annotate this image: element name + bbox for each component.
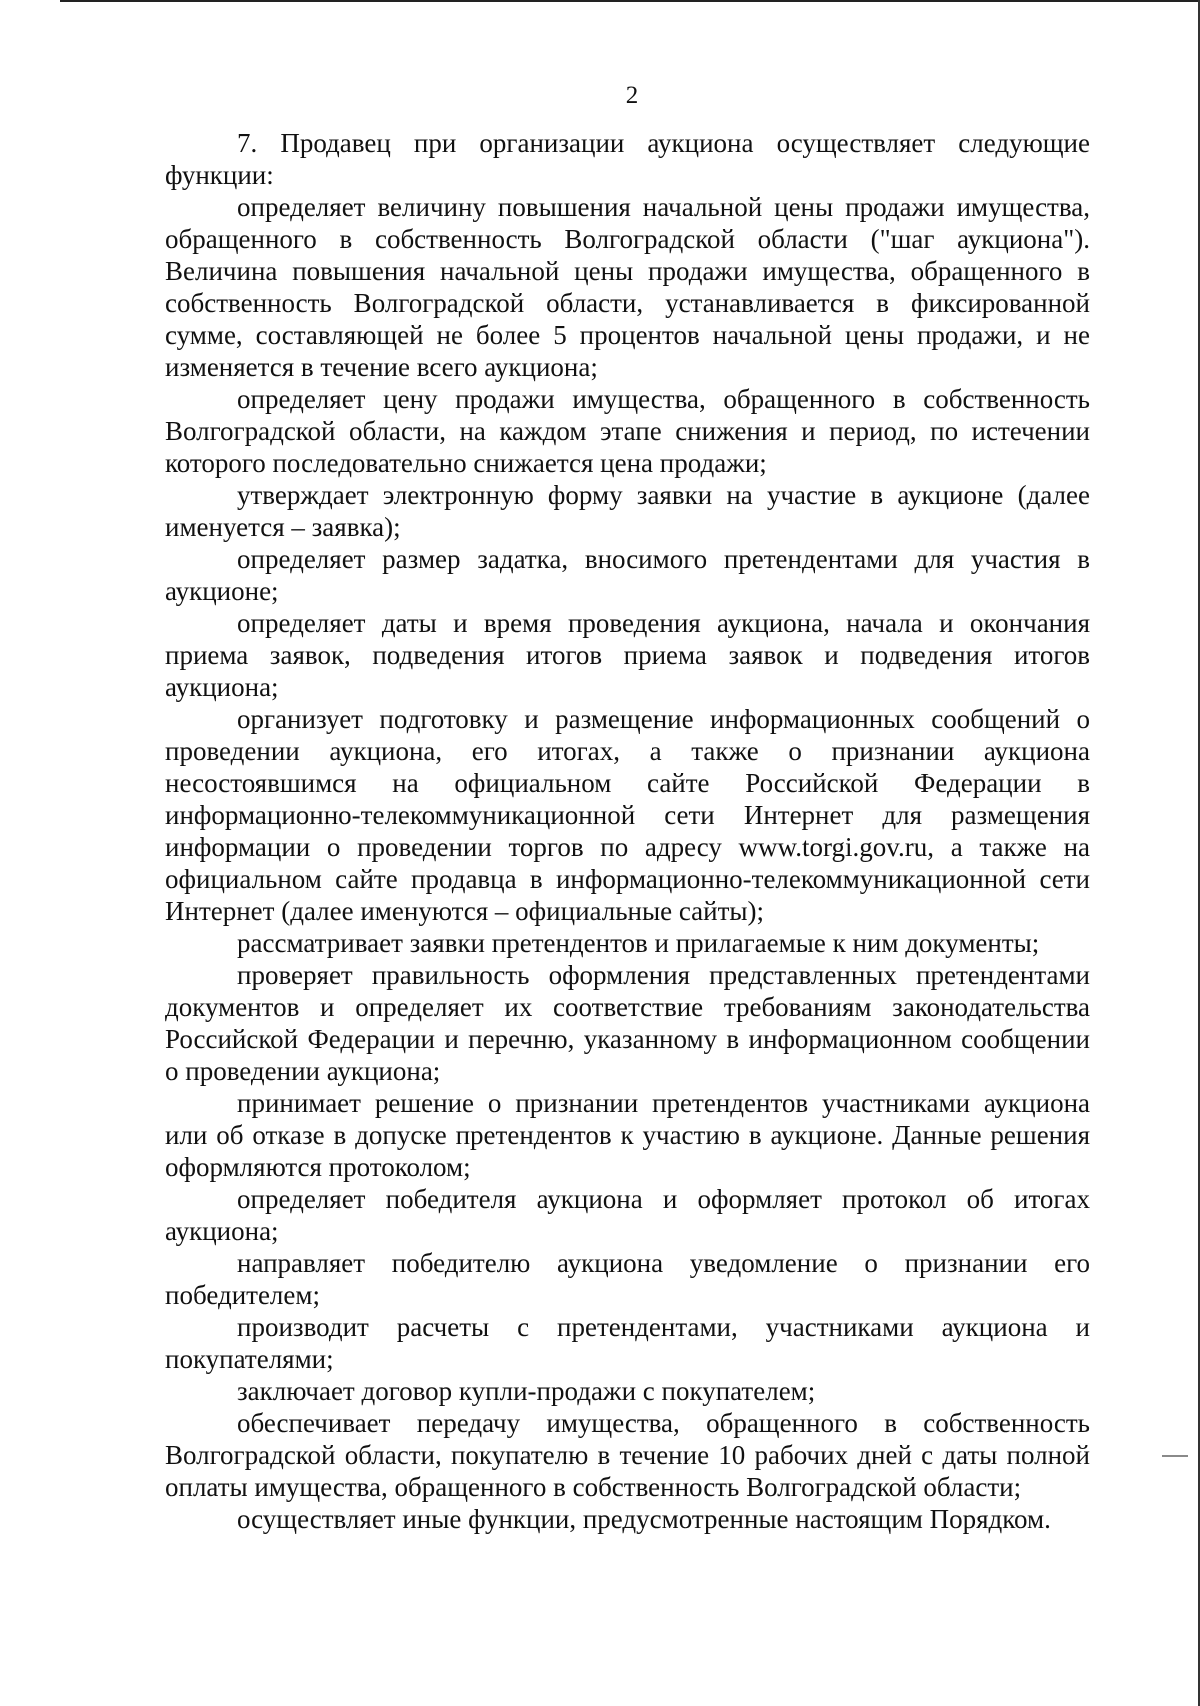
paragraph-sale-price: определяет цену продажи имущества, обращенного в собственность Волгоградской области, на каждом этапе снижения и период, по истечении которого последовательно снижается цена продажи;: [165, 384, 1090, 478]
paragraph-check-documents: проверяет правильность оформления представленных претендентами документов и определяет их соответствие требованиям законодательства Российской Федерации и перечню, указанному в информационном сообщении о проведении аукциона;: [165, 960, 1090, 1086]
paragraph-auction-step: определяет величину повышения начальной цены продажи имущества, обращенного в собственность Волгоградской области ("шаг аукциона"). Величина повышения начальной цены продажи имущества, обращенного в собственность Волгоградской области, устанавливается в фиксированной сумме, составляющей не более 5 процентов начальной цены продажи, и не изменяется в течение всего аукциона;: [165, 192, 1090, 382]
paragraph-notification: направляет победителю аукциона уведомление о признании его победителем;: [165, 1248, 1090, 1310]
paragraph-winner: определяет победителя аукциона и оформляет протокол об итогах аукциона;: [165, 1184, 1090, 1246]
paragraph-other-functions: осуществляет иные функции, предусмотренные настоящим Порядком.: [237, 1504, 1051, 1534]
paragraph-review-applications: рассматривает заявки претендентов и прилагаемые к ним документы;: [237, 928, 1040, 958]
paragraph-settlements: производит расчеты с претендентами, участниками аукциона и покупателями;: [165, 1312, 1090, 1374]
paragraph-deposit: определяет размер задатка, вносимого претендентами для участия в аукционе;: [165, 544, 1090, 606]
paragraph-publication: организует подготовку и размещение информационных сообщений о проведении аукциона, его итогах, а также о признании аукциона несостоявшимся на официальном сайте Российской Федерации в информационно-телекоммуникационной сети Интернет для размещения информации о проведении торгов по адресу www.torgi.gov.ru, а также на официальном сайте продавца в информационно-телекоммуникационной сети Интернет (далее именуются – официальные сайты);: [165, 704, 1090, 926]
document-body: [165, 127, 1090, 1535]
paragraph-item-7: 7. Продавец при организации аукциона осуществляет следующие функции:: [165, 128, 1090, 190]
page-number: 2: [625, 82, 639, 109]
paragraph-contract: заключает договор купли-продажи с покупателем;: [237, 1376, 816, 1406]
scan-edge-top: [60, 0, 1200, 2]
scan-mark: [1162, 1455, 1188, 1457]
paragraph-dates: определяет даты и время проведения аукциона, начала и окончания приема заявок, подведения итогов приема заявок и подведения итогов аукциона;: [165, 608, 1090, 702]
paragraph-application-form: утверждает электронную форму заявки на участие в аукционе (далее именуется – заявка);: [165, 480, 1090, 542]
paragraph-transfer: обеспечивает передачу имущества, обращенного в собственность Волгоградской области, покупателю в течение 10 рабочих дней с даты полной оплаты имущества, обращенного в собственность Волгоградской области;: [165, 1408, 1090, 1502]
paragraph-admission-decision: принимает решение о признании претендентов участниками аукциона или об отказе в допуске претендентов к участию в аукционе. Данные решения оформляются протоколом;: [165, 1088, 1090, 1182]
